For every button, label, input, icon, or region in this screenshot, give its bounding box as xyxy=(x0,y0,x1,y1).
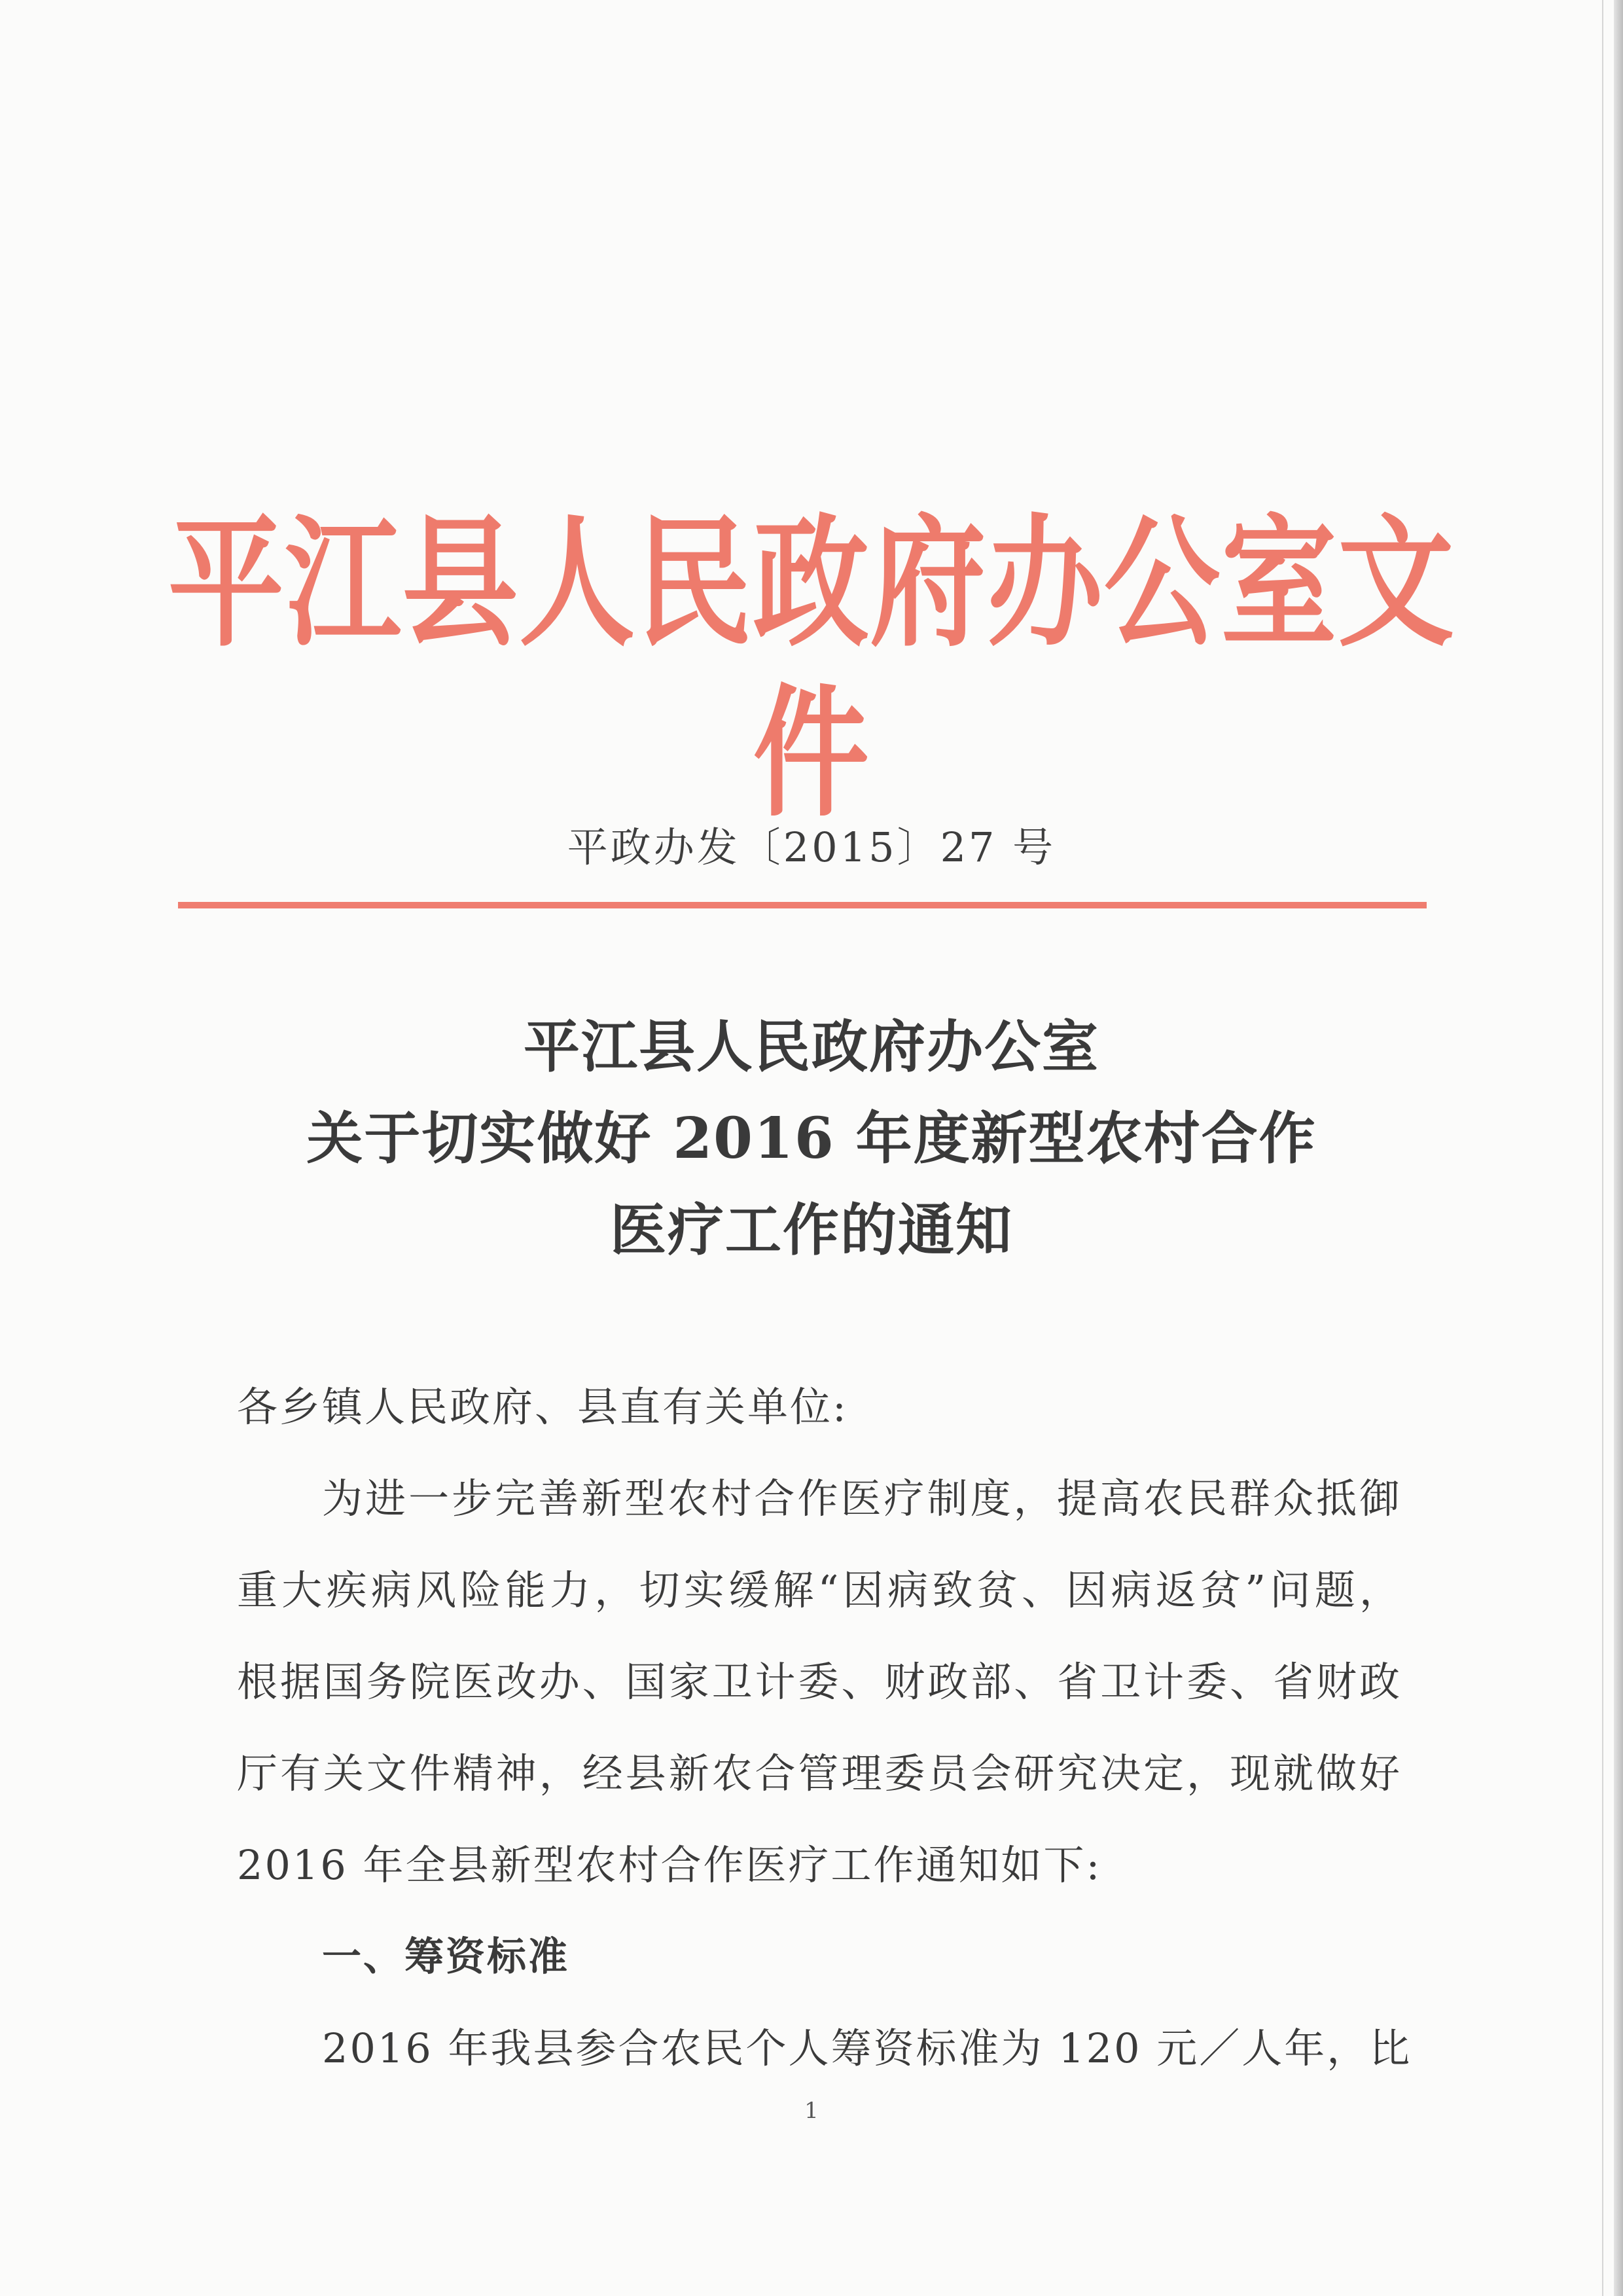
red-divider-rule xyxy=(178,902,1427,908)
paragraph-line: 2016 年全县新型农村合作医疗工作通知如下: xyxy=(237,1841,1102,1889)
paragraph-line: 为进一步完善新型农村合作医疗制度，提高农民群众抵御 xyxy=(322,1475,1402,1522)
title-line-1: 平江县人民政府办公室 xyxy=(524,1014,1099,1080)
paragraph-line: 2016 年我县参合农民个人筹资标准为 120 元／人年，比 xyxy=(322,2024,1412,2072)
title-line-3: 医疗工作的通知 xyxy=(610,1197,1013,1263)
salutation: 各乡镇人民政府、县直有关单位: xyxy=(237,1383,848,1431)
document-body xyxy=(237,1361,1412,2094)
page-number: 1 xyxy=(804,2098,819,2124)
document-title xyxy=(0,1001,1623,1276)
paragraph-line: 根据国务院医改办、国家卫计委、财政部、省卫计委、省财政 xyxy=(237,1658,1402,1706)
section-heading: 一、筹资标准 xyxy=(322,1934,569,1980)
paragraph-line: 重大疾病风险能力，切实缓解“因病致贫、因病返贫”问题， xyxy=(237,1566,1402,1614)
document-number: 平政办发〔2015〕27 号 xyxy=(567,823,1056,871)
title-line-2: 关于切实做好 2016 年度新型农村合作 xyxy=(306,1105,1317,1172)
document-masthead: 平江县人民政府办公室文件 xyxy=(168,499,1455,836)
paragraph-line: 厅有关文件精神，经县新农合管理委员会研究决定，现就做好 xyxy=(237,1749,1402,1797)
